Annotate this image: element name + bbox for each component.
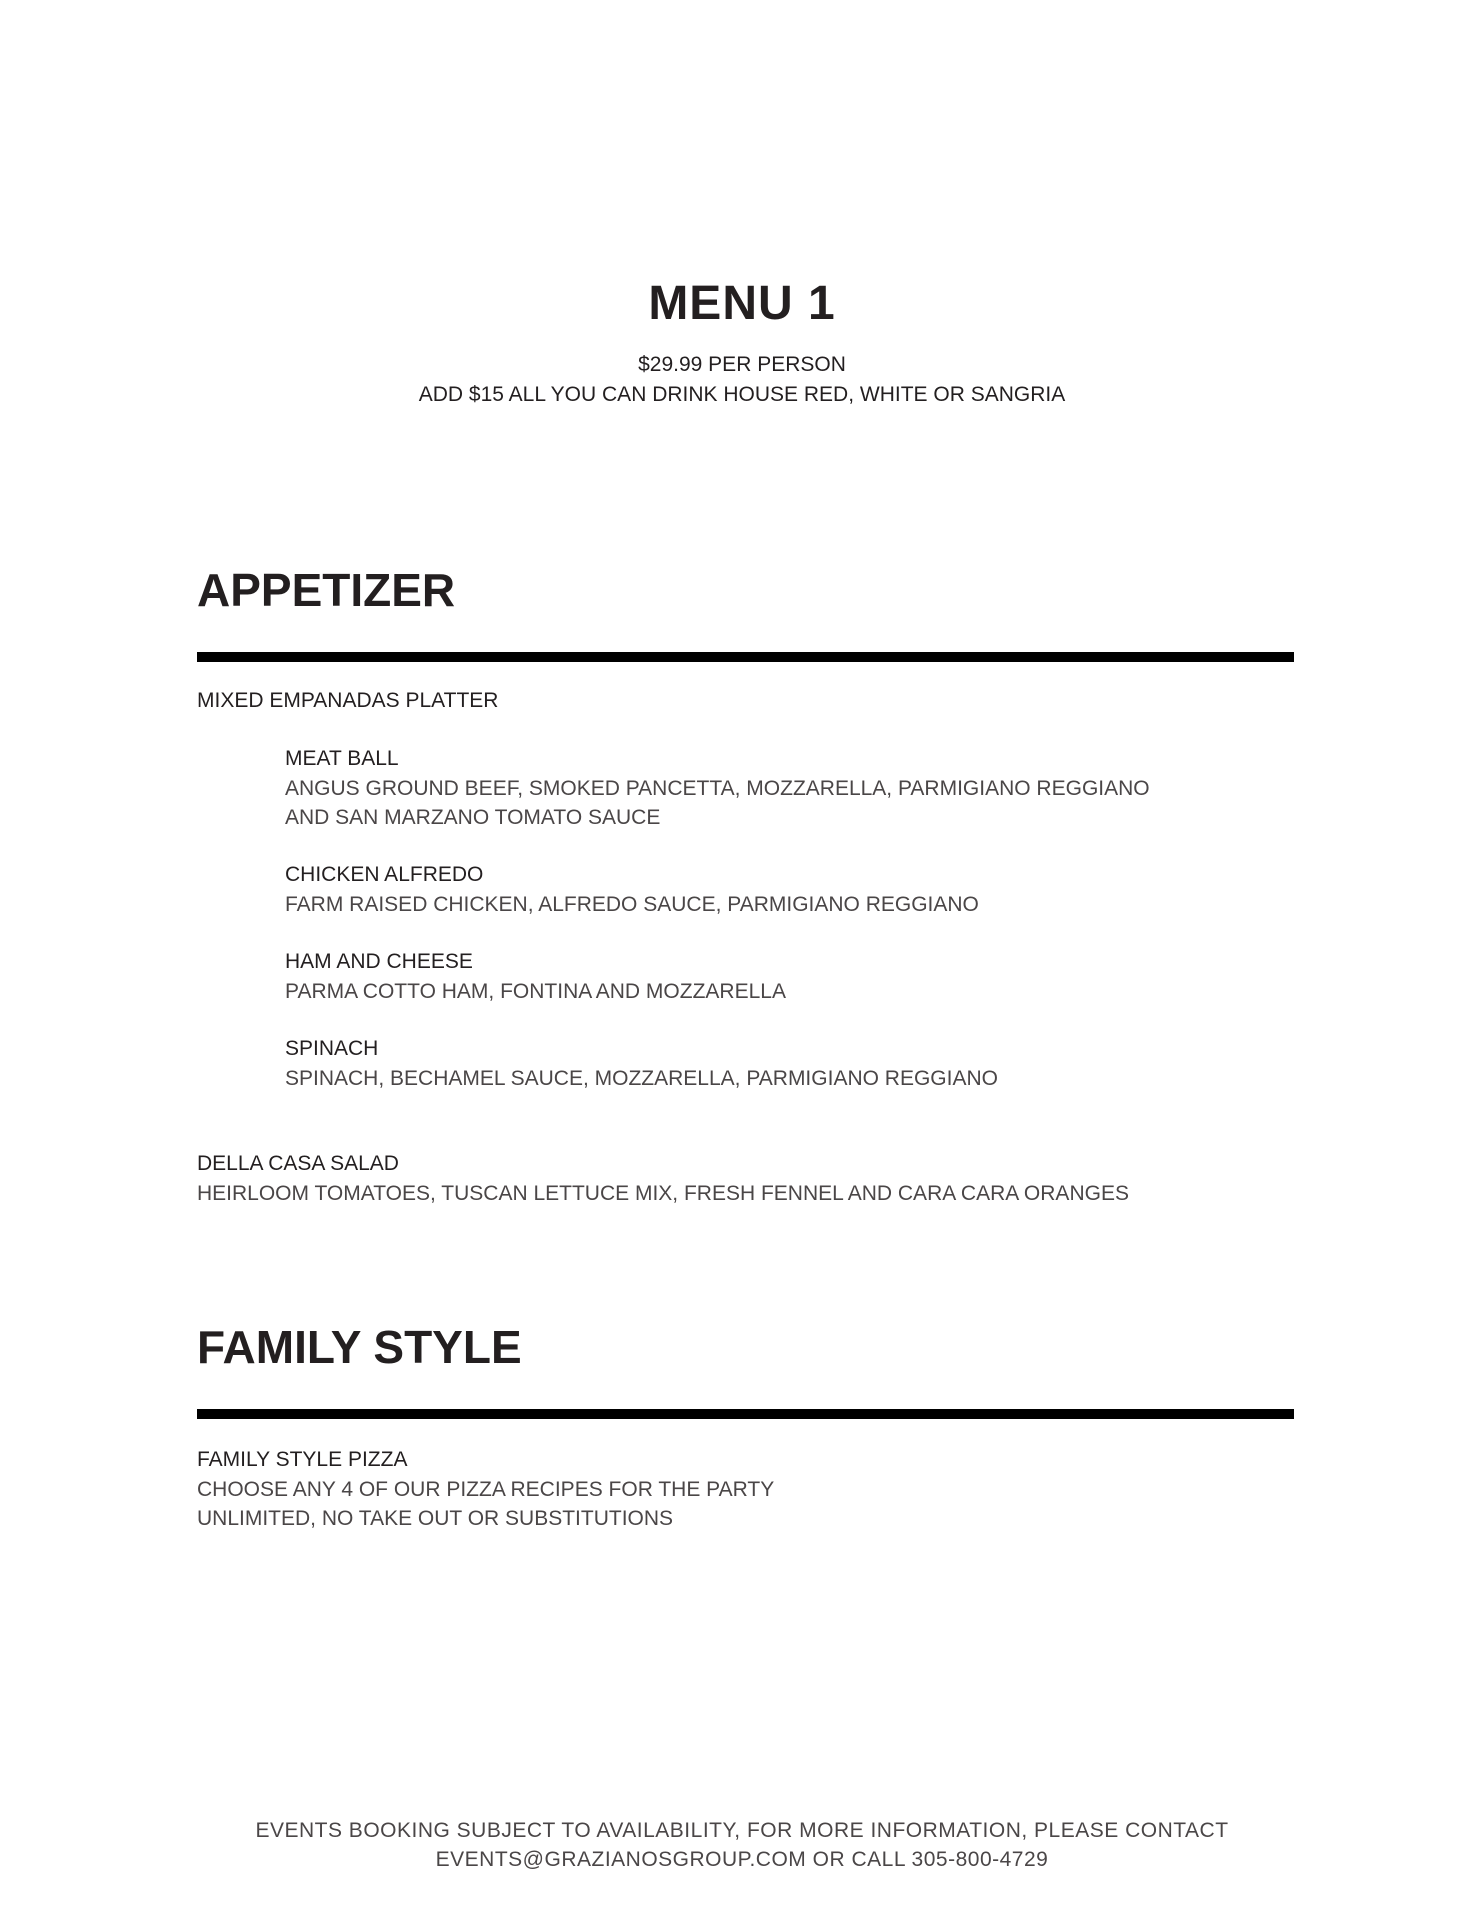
item-description: PARMA COTTO HAM, FONTINA AND MOZZARELLA (285, 980, 786, 1003)
section-divider (197, 652, 1294, 662)
appetizer-section (197, 560, 1294, 1208)
item-name: SPINACH (285, 1037, 379, 1060)
item-name: HAM AND CHEESE (285, 950, 473, 973)
section-title-appetizer: APPETIZER (197, 564, 456, 616)
footer-line: EVENTS@GRAZIANOSGROUP.COM OR CALL 305-800-4729 (435, 1848, 1049, 1871)
item-name: CHICKEN ALFREDO (285, 863, 484, 886)
list-item (285, 860, 1294, 919)
item-description: AND SAN MARZANO TOMATO SAUCE (285, 806, 661, 829)
list-item (285, 947, 1294, 1006)
empanadas-list (285, 744, 1294, 1093)
menu-header (0, 272, 1484, 410)
footer-contact (0, 1816, 1484, 1874)
item-description: ANGUS GROUND BEEF, SMOKED PANCETTA, MOZZARELLA, PARMIGIANO REGGIANO (285, 777, 1150, 800)
family-style-section (197, 1317, 1294, 1533)
drink-addon: ADD $15 ALL YOU CAN DRINK HOUSE RED, WHITE OR SANGRIA (418, 383, 1066, 406)
salad-description: HEIRLOOM TOMATOES, TUSCAN LETTUCE MIX, FRESH FENNEL AND CARA CARA ORANGES (197, 1182, 1129, 1205)
item-description: SPINACH, BECHAMEL SAUCE, MOZZARELLA, PARMIGIANO REGGIANO (285, 1067, 998, 1090)
footer-line: EVENTS BOOKING SUBJECT TO AVAILABILITY, FOR MORE INFORMATION, PLEASE CONTACT (255, 1819, 1229, 1842)
list-item (285, 744, 1294, 832)
empanadas-platter-name: MIXED EMPANADAS PLATTER (197, 689, 499, 712)
section-divider (197, 1409, 1294, 1419)
item-name: MEAT BALL (285, 747, 399, 770)
pizza-description: UNLIMITED, NO TAKE OUT OR SUBSTITUTIONS (197, 1507, 674, 1530)
pizza-name: FAMILY STYLE PIZZA (197, 1448, 408, 1471)
salad-name: DELLA CASA SALAD (197, 1152, 399, 1175)
list-item (197, 1445, 1294, 1533)
list-item (197, 1149, 1294, 1208)
price-per-person: $29.99 PER PERSON (638, 353, 846, 376)
section-title-family-style: FAMILY STYLE (197, 1321, 522, 1373)
item-description: FARM RAISED CHICKEN, ALFREDO SAUCE, PARMIGIANO REGGIANO (285, 893, 979, 916)
pizza-description: CHOOSE ANY 4 OF OUR PIZZA RECIPES FOR THE PARTY (197, 1478, 775, 1501)
list-item (285, 1034, 1294, 1093)
menu-title: MENU 1 (648, 277, 836, 330)
